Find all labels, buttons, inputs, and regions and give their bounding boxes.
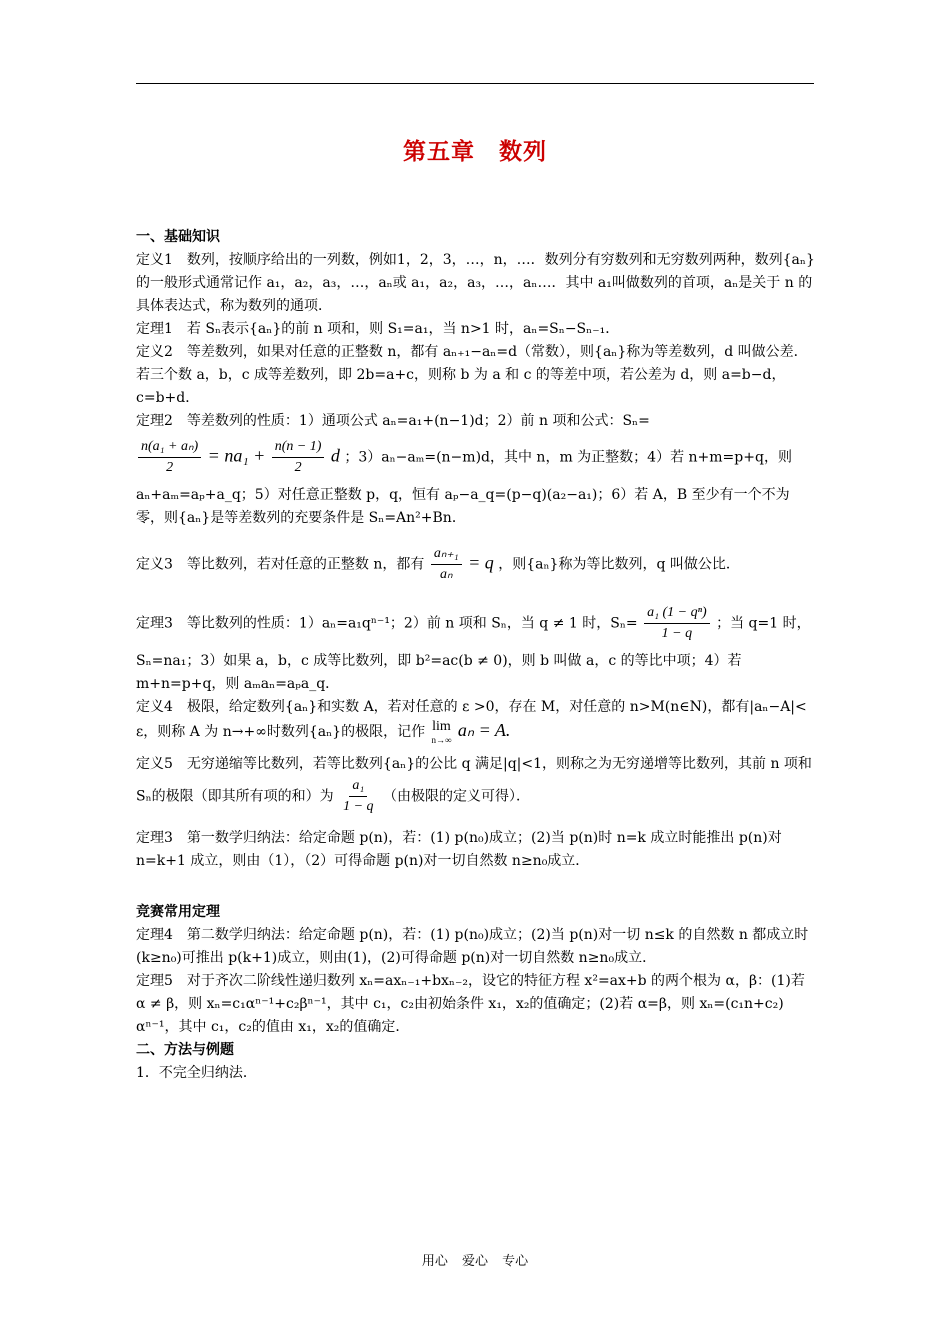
fraction-numerator: a₁ (1 − qⁿ) [644, 603, 710, 624]
ratio-fraction [431, 544, 462, 585]
definition-3-end: ，则{aₙ}称为等比数列，q 叫做公比． [498, 556, 740, 573]
definition-2: 定义2 等差数列，如果对任意的正整数 n，都有 aₙ₊₁−aₙ=d（常数），则{aₙ}称为等差数列，d 叫做公差．若三个数 a，b，c 成等差数列，即 2b=a+c，则称 b 为 a 和 c 的等差中项，若公差为 d，则 a=b−d，c=b+d． [136, 344, 808, 406]
section-heading-competition: 竞赛常用定理 [136, 904, 220, 920]
page-footer: 用心 爱心 专心 [421, 1254, 529, 1269]
theorem-2-properties: aₙ+aₘ=aₚ+a_q；5）对任意正整数 p，q，恒有 aₚ−a_q=(p−q)(a₂−a₁)；6）若 A，B 至少有一个不为零，则{aₙ}是等差数列的充要条件是 Sₙ=An²+Bn． [136, 487, 790, 526]
fraction-numerator: a₁ [349, 776, 367, 797]
geometric-sum-fraction [644, 603, 710, 644]
theorem-2-intro: 定理2 等差数列的性质：1）通项公式 aₙ=a₁+(n−1)d；2）前 n 项和公式：Sₙ= [136, 413, 650, 429]
definition-4 [136, 696, 816, 745]
definition-5-text: 定义5 无穷递缩等比数列，若等比数列{aₙ}的公比 q 满足|q|<1，则称之为无穷递增等比数列，其前 n 项和 Sₙ的极限（即其所有项的和）为 [136, 756, 812, 805]
sum-formula-fraction-2 [272, 437, 325, 478]
formula-d: d [330, 445, 340, 466]
ratio-equals: = q [468, 552, 494, 573]
fraction-numerator: aₙ₊₁ [431, 544, 462, 565]
theorem-3-text: 定理3 等比数列的性质：1）aₙ=a₁qⁿ⁻¹；2）前 n 项和 Sₙ，当 q ≠ 1 时，Sₙ= [136, 615, 638, 632]
definition-5 [136, 753, 816, 817]
theorem-3 [136, 603, 816, 644]
limit-notation [432, 719, 452, 745]
fraction-denominator: 1 − q [343, 799, 374, 814]
fraction-numerator: n(n − 1) [272, 437, 325, 458]
page-body [136, 226, 816, 1085]
definition-3 [136, 544, 816, 585]
theorem-3-properties: Sₙ=na₁；3）如果 a，b，c 成等比数列，即 b²=ac(b ≠ 0)，则 b 叫做 a，c 的等比中项；4）若 m+n=p+q，则 aₘaₙ=aₚa_q． [136, 653, 742, 692]
theorem-4: 定理4 第二数学归纳法：给定命题 p(n)，若：(1) p(n₀)成立；(2)当 p(n)对一切 n≤k 的自然数 n 都成立时(k≥n₀)可推出 p(k+1)成立，则由(1)，(2)可得命题 p(n)对一切自然数 n≥n₀成立． [136, 927, 809, 966]
theorem-5: 定理5 对于齐次二阶线性递归数列 xₙ=axₙ₋₁+bxₙ₋₂，设它的特征方程 x²=ax+b 的两个根为 α，β：(1)若 α ≠ β，则 xₙ=c₁αⁿ⁻¹+c₂βⁿ⁻¹，其中 c₁，c₂由初始条件 x₁，x₂的值确定；(2)若 α=β，则 xₙ=(c₁n+c₂) αⁿ⁻¹，其中 c₁，c₂的值由 x₁，x₂的值确定． [136, 973, 805, 1035]
method-item-1: 1．不完全归纳法． [136, 1065, 257, 1081]
theorem-3-induction: 定理3 第一数学归纳法：给定命题 p(n)，若：(1) p(n₀)成立；(2)当 p(n)时 n=k 成立时能推出 p(n)对 n=k+1 成立，则由（1），（2）可得命题 p(n)对一切自然数 n≥n₀成立． [136, 830, 782, 869]
definition-3-text: 定义3 等比数列，若对任意的正整数 n，都有 [136, 556, 425, 573]
limit-symbol: lim [432, 719, 451, 734]
theorem-2-formula-line [136, 437, 816, 478]
definition-4-text: 定义4 极限，给定数列{aₙ}和实数 A，若对任意的 ε >0，存在 M，对任意的 n>M(n∈N)，都有|aₙ−A|< ε，则称 A 为 n→+∞时数列{aₙ}的极限，记作 [136, 699, 807, 740]
infinite-sum-fraction [340, 776, 376, 817]
chapter-title: 第五章 数列 [403, 139, 547, 165]
definition-5-end: （由极限的定义可得）． [383, 788, 531, 805]
formula-middle: = na₁ + [207, 445, 266, 466]
fraction-denominator: 2 [294, 460, 302, 475]
limit-expression: aₙ = A. [457, 720, 511, 740]
section-heading-methods: 二、方法与例题 [136, 1042, 234, 1058]
theorem-3-mid: ；当 q=1 时， [716, 615, 811, 632]
header-rule [136, 83, 814, 84]
fraction-denominator: 1 − q [661, 626, 693, 641]
section-heading-basics: 一、基础知识 [136, 229, 220, 245]
theorem-2-continued: ；3）aₙ−aₘ=(n−m)d，其中 n，m 为正整数；4）若 n+m=p+q，则 [344, 449, 792, 466]
limit-subscript: n→∞ [431, 735, 452, 745]
fraction-denominator: aₙ [439, 567, 453, 582]
sum-formula-fraction [138, 437, 201, 478]
theorem-1: 定理1 若 Sₙ表示{aₙ}的前 n 项和，则 S₁=a₁，当 n>1 时，aₙ=Sₙ−Sₙ₋₁． [136, 321, 620, 337]
fraction-numerator: n(a₁ + aₙ) [138, 437, 201, 458]
definition-1: 定义1 数列，按顺序给出的一列数，例如1，2，3，…，n，…．数列分有穷数列和无穷数列两种，数列{aₙ}的一般形式通常记作 a₁，a₂，a₃，…，aₙ或 a₁，a₂，a₃，…，aₙ…．其中 a₁叫做数列的首项，aₙ是关于 n 的具体表达式，称为数列的通项． [136, 252, 815, 314]
fraction-denominator: 2 [166, 460, 174, 475]
